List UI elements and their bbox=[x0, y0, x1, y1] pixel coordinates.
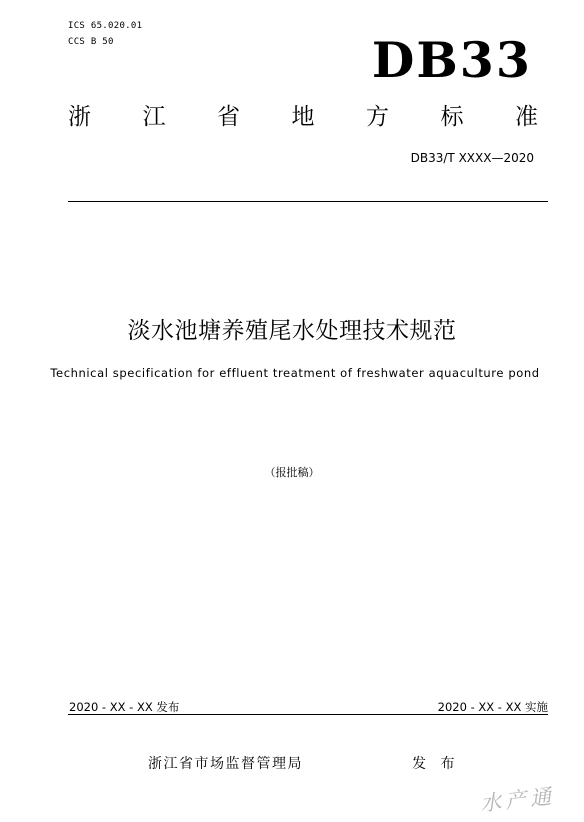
issuing-organization: 浙江省市场监督管理局 bbox=[148, 756, 303, 772]
publish-label: 发 布 bbox=[412, 756, 460, 772]
standard-category-title bbox=[68, 106, 538, 129]
standard-category-char: 江 bbox=[142, 104, 166, 130]
top-divider bbox=[68, 201, 548, 202]
bottom-divider bbox=[68, 714, 548, 715]
standard-category-char: 方 bbox=[366, 104, 389, 130]
ccs-code: CCS B 50 bbox=[68, 37, 114, 47]
implement-date: 2020 - XX - XX 实施 bbox=[437, 700, 548, 714]
ics-code: ICS 65.020.01 bbox=[68, 21, 143, 31]
standard-number: DB33/T XXXX—2020 bbox=[410, 151, 534, 165]
document-title-chinese: 淡水池塘养殖尾水处理技术规范 bbox=[127, 318, 457, 344]
standard-category-char: 标 bbox=[440, 104, 464, 130]
document-title-english: Technical specification for effluent treatment of freshwater aquaculture pond bbox=[50, 366, 540, 380]
standard-code-logo: DB33 bbox=[371, 31, 532, 89]
publish-date: 2020 - XX - XX 发布 bbox=[69, 700, 180, 714]
draft-status: （报批稿） bbox=[264, 466, 320, 479]
watermark-logo: 水产通 bbox=[479, 784, 557, 816]
standard-category-char: 地 bbox=[291, 104, 315, 130]
standard-category-char: 省 bbox=[217, 104, 240, 130]
standard-category-char: 浙 bbox=[68, 104, 91, 130]
standard-category-char: 准 bbox=[515, 104, 538, 130]
